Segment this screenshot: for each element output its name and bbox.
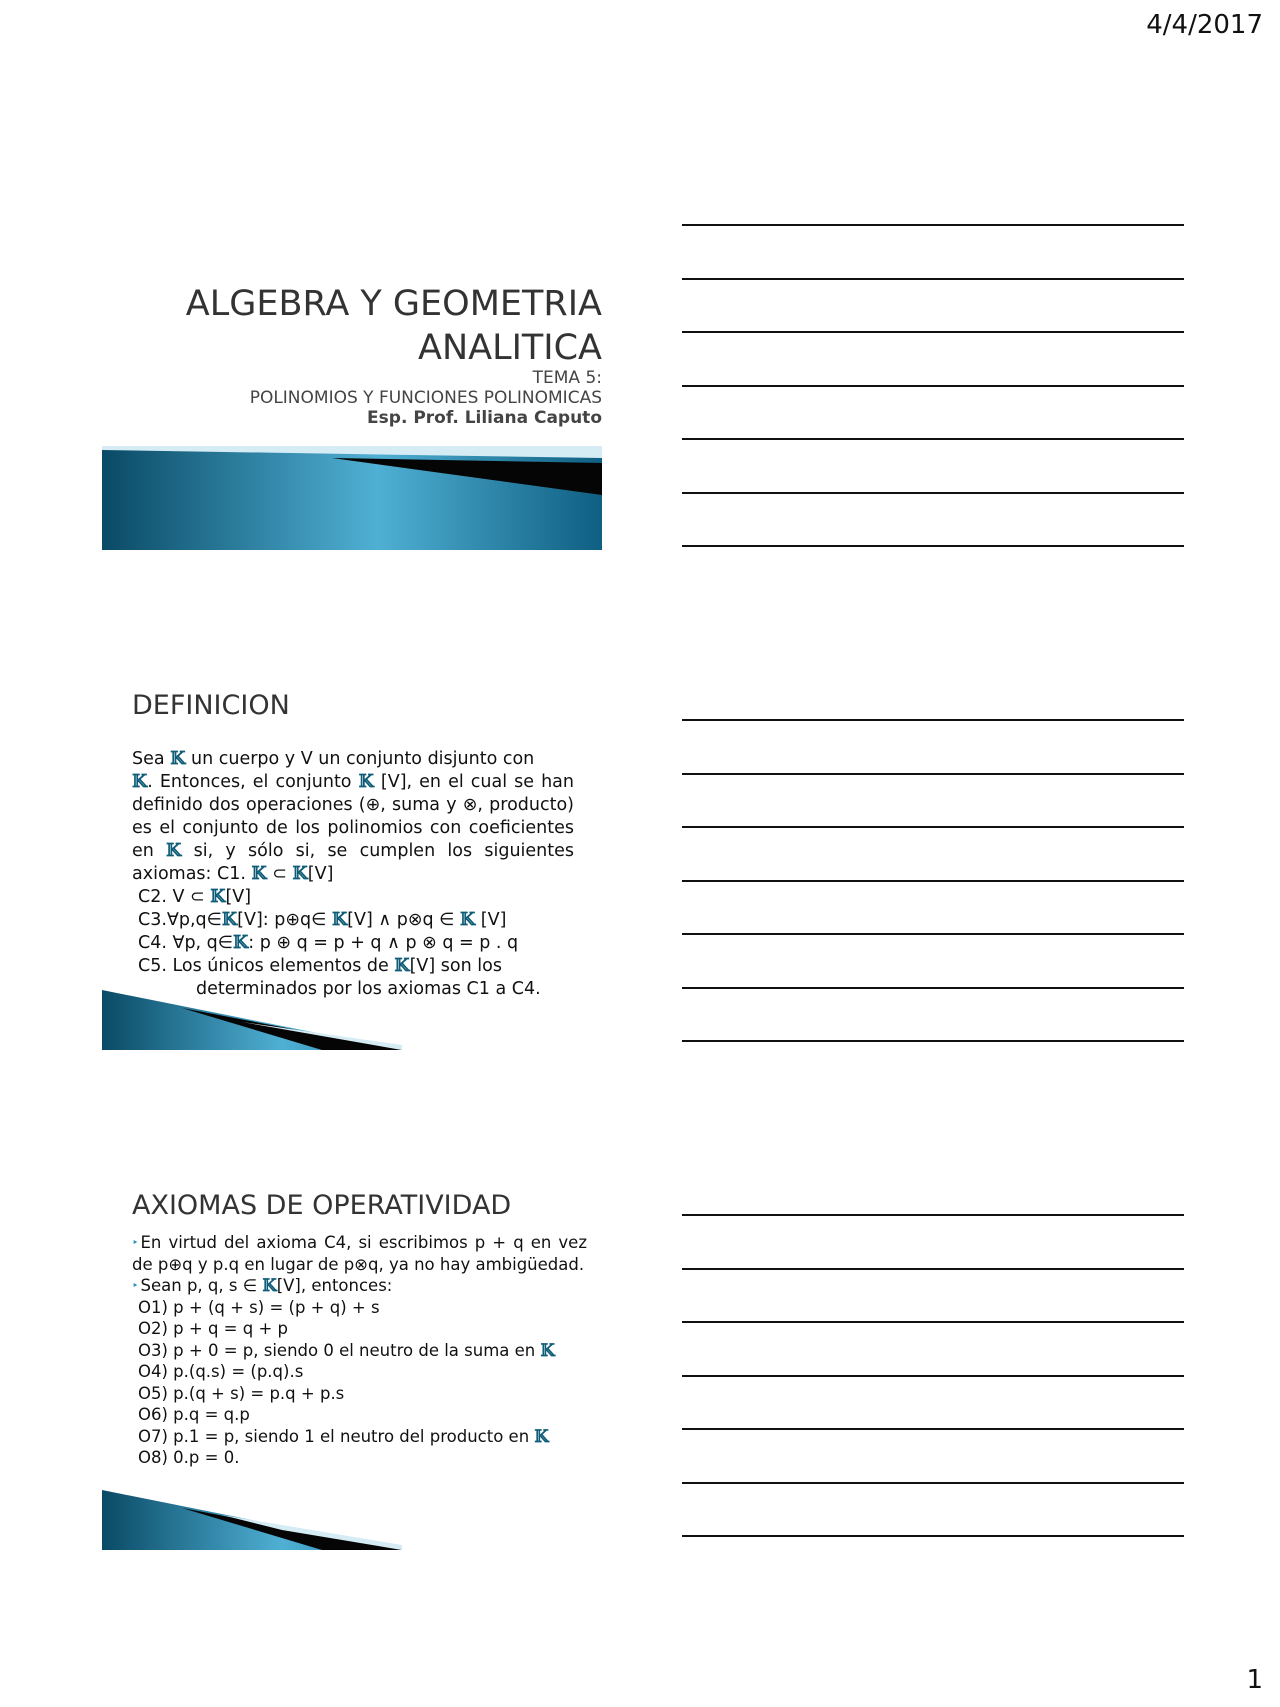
- note-line: [682, 1214, 1184, 1216]
- axiom-c3: C3.∀p,q∈𝕂[V]: p⊕q∈ 𝕂[V] ∧ p⊗q ∈ 𝕂 [V]: [138, 910, 507, 930]
- axiom-o5: O5) p.(q + s) = p.q + p.s: [138, 1383, 345, 1403]
- field-symbol: 𝕂: [170, 749, 186, 769]
- bullet-paragraph: ‣ En virtud del axioma C4, si escribimos p + q en vez de p⊕q y p.q en lugar de p⊗q, ya no hay ambigüedad.: [132, 1233, 587, 1274]
- slide-heading: DEFINICION: [132, 690, 290, 721]
- note-line: [682, 826, 1184, 828]
- axiom-o6: O6) p.q = q.p: [138, 1405, 250, 1424]
- axiom-c5: C5. Los únicos elementos de 𝕂[V] son los: [138, 956, 502, 976]
- presentation-title: ALGEBRA Y GEOMETRIA ANALITICA: [185, 284, 602, 368]
- note-line: [682, 1040, 1184, 1042]
- note-line: [682, 1268, 1184, 1270]
- page-number: 1: [1246, 1665, 1263, 1695]
- note-line: [682, 880, 1184, 882]
- axiom-o3: O3) p + 0 = p, siendo 0 el neutro de la suma en 𝕂: [138, 1340, 555, 1360]
- decorative-band: [102, 990, 602, 1050]
- axiom-o1: O1) p + (q + s) = (p + q) + s: [138, 1297, 380, 1317]
- axioms-text: [132, 1232, 587, 1469]
- field-symbol: 𝕂: [331, 910, 348, 930]
- axiom-c2: C2. V ⊂ 𝕂[V]: [138, 887, 252, 907]
- field-symbol: 𝕂: [210, 887, 226, 907]
- field-symbol: 𝕂: [292, 864, 308, 884]
- presentation-subtitle: [122, 368, 602, 428]
- author: Esp. Prof. Liliana Caputo: [367, 408, 602, 428]
- axiom-c5-cont: determinados por los axiomas C1 a C4.: [196, 979, 541, 999]
- definition-text: [132, 748, 574, 1001]
- note-line: [682, 1428, 1184, 1430]
- field-symbol: 𝕂: [221, 910, 238, 930]
- definition-line: Sea 𝕂 un cuerpo y V un conjunto disjunto con: [132, 749, 535, 769]
- slide-definicion: [102, 690, 602, 1050]
- field-symbol: 𝕂: [166, 841, 182, 861]
- bullet-line: ‣ Sean p, q, s ∈ 𝕂[V], entonces:: [132, 1276, 393, 1295]
- topic-name: POLINOMIOS Y FUNCIONES POLINOMICAS: [249, 388, 602, 408]
- axiom-o7: O7) p.1 = p, siendo 1 el neutro del producto en 𝕂: [138, 1426, 549, 1446]
- note-line: [682, 987, 1184, 989]
- bullet-icon: ‣: [132, 1279, 139, 1292]
- note-line: [682, 385, 1184, 387]
- field-symbol: 𝕂: [358, 772, 374, 792]
- field-symbol: 𝕂: [459, 910, 476, 930]
- bullet-icon: ‣: [132, 1236, 139, 1249]
- note-line: [682, 719, 1184, 721]
- slide-heading: AXIOMAS DE OPERATIVIDAD: [132, 1190, 512, 1221]
- note-line: [682, 545, 1184, 547]
- field-symbol: 𝕂: [132, 772, 148, 792]
- slide-axiomas: [102, 1190, 602, 1550]
- note-line: [682, 1321, 1184, 1323]
- slide-title: [102, 260, 602, 550]
- axiom-c4: C4. ∀p, q∈𝕂: p ⊕ q = p + q ∧ p ⊗ q = p . q: [138, 933, 519, 953]
- definition-paragraph: 𝕂. Entonces, el conjunto 𝕂 [V], en el cual se han definido dos operaciones (⊕, suma y ⊗, producto) es el conjunto de los polinomios con coeficientes en 𝕂 si, y sólo si, se cumplen los siguientes axiomas: C1. 𝕂 ⊂ 𝕂[V]: [132, 772, 574, 884]
- field-symbol: 𝕂: [540, 1340, 555, 1360]
- axiom-o8: O8) 0.p = 0.: [138, 1448, 240, 1467]
- note-line: [682, 278, 1184, 280]
- note-line: [682, 492, 1184, 494]
- note-line: [682, 1482, 1184, 1484]
- field-symbol: 𝕂: [262, 1276, 277, 1295]
- decorative-band: [102, 446, 602, 550]
- axiom-o2: O2) p + q = q + p: [138, 1319, 289, 1338]
- axiom-o4: O4) p.(q.s) = (p.q).s: [138, 1362, 304, 1381]
- note-line: [682, 773, 1184, 775]
- note-line: [682, 1375, 1184, 1377]
- print-date: 4/4/2017: [1146, 10, 1263, 40]
- topic-number: TEMA 5:: [532, 368, 602, 388]
- field-symbol: 𝕂: [251, 864, 267, 884]
- note-line: [682, 438, 1184, 440]
- decorative-band: [102, 1490, 602, 1550]
- field-symbol: 𝕂: [394, 956, 410, 976]
- note-line: [682, 933, 1184, 935]
- note-line: [682, 331, 1184, 333]
- note-line: [682, 1535, 1184, 1537]
- note-line: [682, 224, 1184, 226]
- field-symbol: 𝕂: [233, 933, 249, 953]
- field-symbol: 𝕂: [534, 1426, 549, 1446]
